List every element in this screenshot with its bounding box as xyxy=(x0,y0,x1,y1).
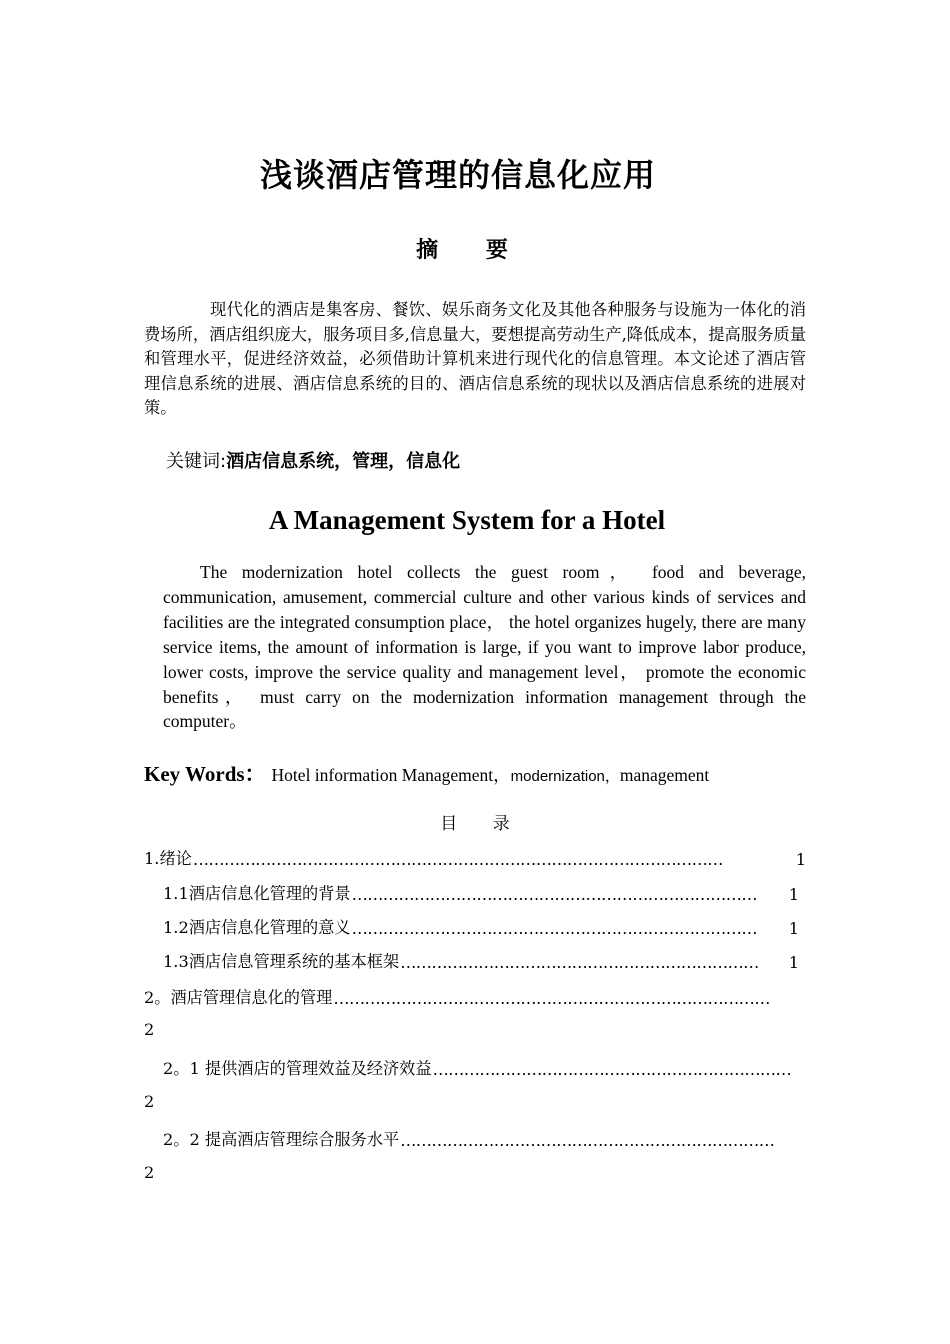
chinese-abstract: 现代化的酒店是集客房、餐饮、娱乐商务文化及其他各种服务与设施为一体化的消费场所，酒店组织庞大，服务项目多,信息量大，要想提高劳动生产,降低成本，提高服务质量和管理水平，促进经济效益，必须借助计算机来进行现代化的信息管理。本文论述了酒店管理信息系统的进展、酒店信息系统的目的、酒店信息系统的现状以及酒店信息系统的进展对策。 xyxy=(144,300,806,418)
toc-leader: ……………………………………………………………… xyxy=(400,1131,775,1150)
toc-entry-label: 2。1 提供酒店的管理效益及经济效益 xyxy=(163,1059,432,1078)
chinese-keywords-label: 关键词: xyxy=(166,451,227,472)
toc-leader: …………………………………………………………… xyxy=(432,1060,792,1079)
toc-entry[interactable] xyxy=(163,1126,806,1150)
toc-entry-page: 2 xyxy=(144,1163,155,1182)
chinese-keywords xyxy=(166,447,460,473)
toc-heading: 目 录 xyxy=(440,814,510,834)
toc-entry-page: 1 xyxy=(788,919,799,938)
english-keywords-label: Key Words： xyxy=(144,762,266,786)
toc-entry-label: 1.2酒店信息化管理的意义 xyxy=(163,918,351,937)
toc-entry-page: 1 xyxy=(795,850,806,869)
toc-leader: …………………………………………………………………… xyxy=(351,919,757,938)
chinese-keywords-values: 酒店信息系统，管理，信息化 xyxy=(226,451,461,472)
toc-entry-page: 1 xyxy=(788,953,799,972)
english-keywords-part2: modernization， xyxy=(510,768,620,785)
toc-entry-page: 2 xyxy=(144,1020,155,1039)
toc-leader: ………………………………………………………………………… xyxy=(333,989,770,1008)
english-abstract: The modernization hotel collects the guest room， food and beverage, communication, amusement, commercial culture and other various kinds of services and facilities are the integrated consumption place， the hotel organizes hugely, there are many service items, the amount of information is large, if you want to improve labor produce, lower costs, improve the service quality and management level， promote the economic benefits， must carry on the modernization information management through the computer。 xyxy=(163,562,806,732)
english-keywords-part1: Hotel information Management， xyxy=(271,765,511,785)
toc-entry[interactable] xyxy=(163,880,799,904)
toc-leader: …………………………………………………………… xyxy=(400,953,759,972)
toc-entry-label: 1.1酒店信息化管理的背景 xyxy=(163,884,351,903)
toc-entry[interactable] xyxy=(144,984,806,1008)
toc-leader: ………………………………………………………………………………………… xyxy=(192,850,723,869)
toc-leader: …………………………………………………………………… xyxy=(351,885,757,904)
english-keywords xyxy=(144,758,709,788)
page-title: 浅谈酒店管理的信息化应用 xyxy=(259,156,656,194)
toc-entry[interactable] xyxy=(163,1055,806,1079)
toc-entry-page: 1 xyxy=(788,885,799,904)
toc-entry-label: 2。酒店管理信息化的管理 xyxy=(144,988,333,1007)
toc-entry-page: 2 xyxy=(144,1092,155,1111)
toc-entry-label: 1.3酒店信息管理系统的基本框架 xyxy=(163,952,400,971)
abstract-heading: 摘 要 xyxy=(416,238,508,263)
toc-entry[interactable] xyxy=(163,914,799,938)
toc-entry[interactable] xyxy=(163,948,799,972)
toc-entry-label: 1.绪论 xyxy=(144,849,192,868)
english-keywords-part3: management xyxy=(619,765,710,785)
toc-entry-label: 2。2 提高酒店管理综合服务水平 xyxy=(163,1130,400,1149)
english-title: A Management System for a Hotel xyxy=(268,505,666,535)
toc-entry[interactable] xyxy=(144,845,806,869)
